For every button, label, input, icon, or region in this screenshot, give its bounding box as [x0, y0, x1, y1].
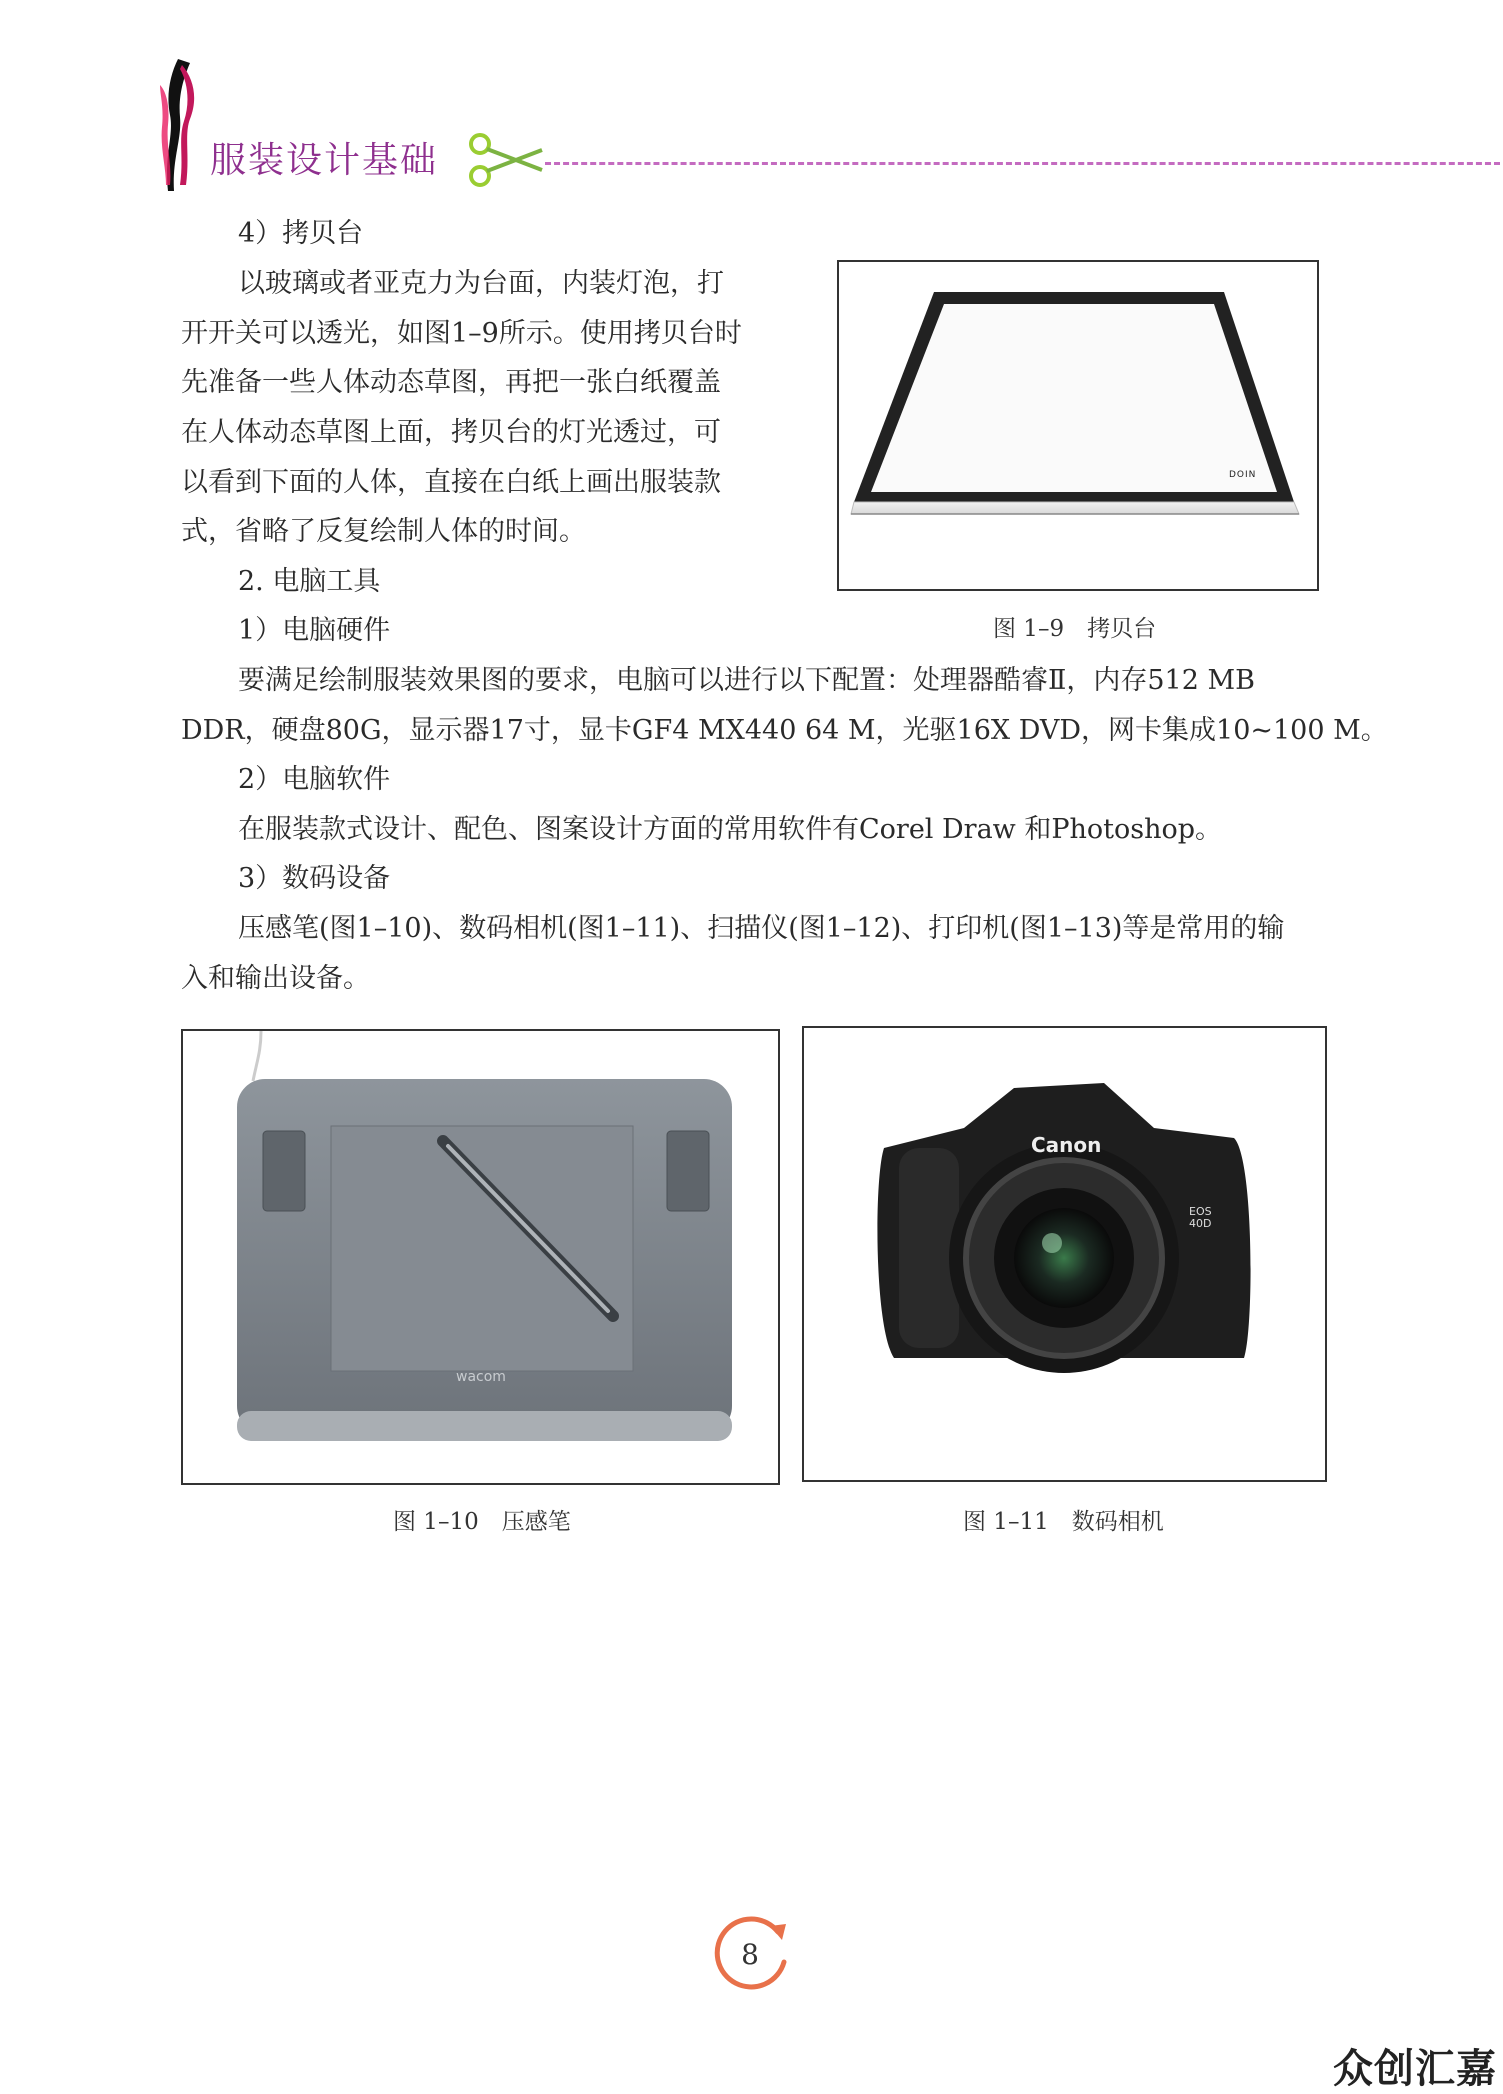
caption-fig-1-9: 图 1–9 拷贝台	[993, 616, 1157, 642]
figure-copy-table	[837, 260, 1319, 591]
camera-image	[804, 1028, 1325, 1480]
header-dashed-rule	[545, 162, 1500, 165]
paragraph-line: 入和输出设备。	[181, 963, 370, 994]
caption-fig-1-11: 图 1–11 数码相机	[963, 1509, 1164, 1535]
caption-fig-1-10: 图 1–10 压感笔	[393, 1509, 571, 1535]
figure-pressure-pen	[181, 1029, 780, 1485]
paragraph-line: 以看到下面的人体，直接在白纸上画出服装款	[181, 467, 721, 498]
paragraph-line: 以玻璃或者亚克力为台面，内装灯泡，打	[238, 268, 724, 299]
light-box-image	[839, 262, 1317, 589]
tablet-brand: wacom	[456, 1369, 506, 1385]
paragraph-line: 开开关可以透光，如图1–9所示。使用拷贝台时	[181, 318, 742, 349]
camera-model: EOS 40D	[1189, 1205, 1212, 1230]
camera-brand: Canon	[1031, 1133, 1102, 1157]
light-box-brand: DOIN	[1229, 470, 1257, 480]
graphics-tablet-image	[183, 1031, 778, 1483]
paragraph-line: 式，省略了反复绘制人体的时间。	[181, 516, 586, 547]
paragraph-line: 先准备一些人体动态草图，再把一张白纸覆盖	[181, 367, 721, 398]
paragraph-software: 在服装款式设计、配色、图案设计方面的常用软件有Corel Draw 和Photoshop。	[238, 814, 1223, 845]
header-logo	[150, 55, 210, 195]
heading-software: 2）电脑软件	[238, 764, 391, 795]
paragraph-line: 压感笔(图1–10)、数码相机(图1–11)、扫描仪(图1–12)、打印机(图1–13)等是常用的输	[238, 913, 1285, 944]
watermark: 众创汇嘉	[1333, 2046, 1497, 2092]
paragraph-line: 在人体动态草图上面，拷贝台的灯光透过，可	[181, 417, 721, 448]
heading-hardware: 1）电脑硬件	[238, 615, 391, 646]
figure-digital-camera	[802, 1026, 1327, 1482]
page-number: 8	[741, 1938, 759, 1971]
scissors-ornament	[468, 130, 546, 190]
scissors-icon	[468, 130, 546, 190]
book-title: 服装设计基础	[210, 140, 439, 181]
paragraph-line: DDR，硬盘80G，显示器17寸，显卡GF4 MX440 64 M，光驱16X DVD，网卡集成10~100 M。	[181, 715, 1388, 746]
heading-digital-devices: 3）数码设备	[238, 863, 391, 894]
dress-figure-icon	[150, 55, 210, 195]
paragraph-line: 要满足绘制服装效果图的要求，电脑可以进行以下配置：处理器酷睿Ⅱ，内存512 MB	[238, 665, 1255, 696]
heading-computer-tools: 2. 电脑工具	[238, 566, 381, 597]
heading-copy-table: 4）拷贝台	[238, 218, 364, 249]
